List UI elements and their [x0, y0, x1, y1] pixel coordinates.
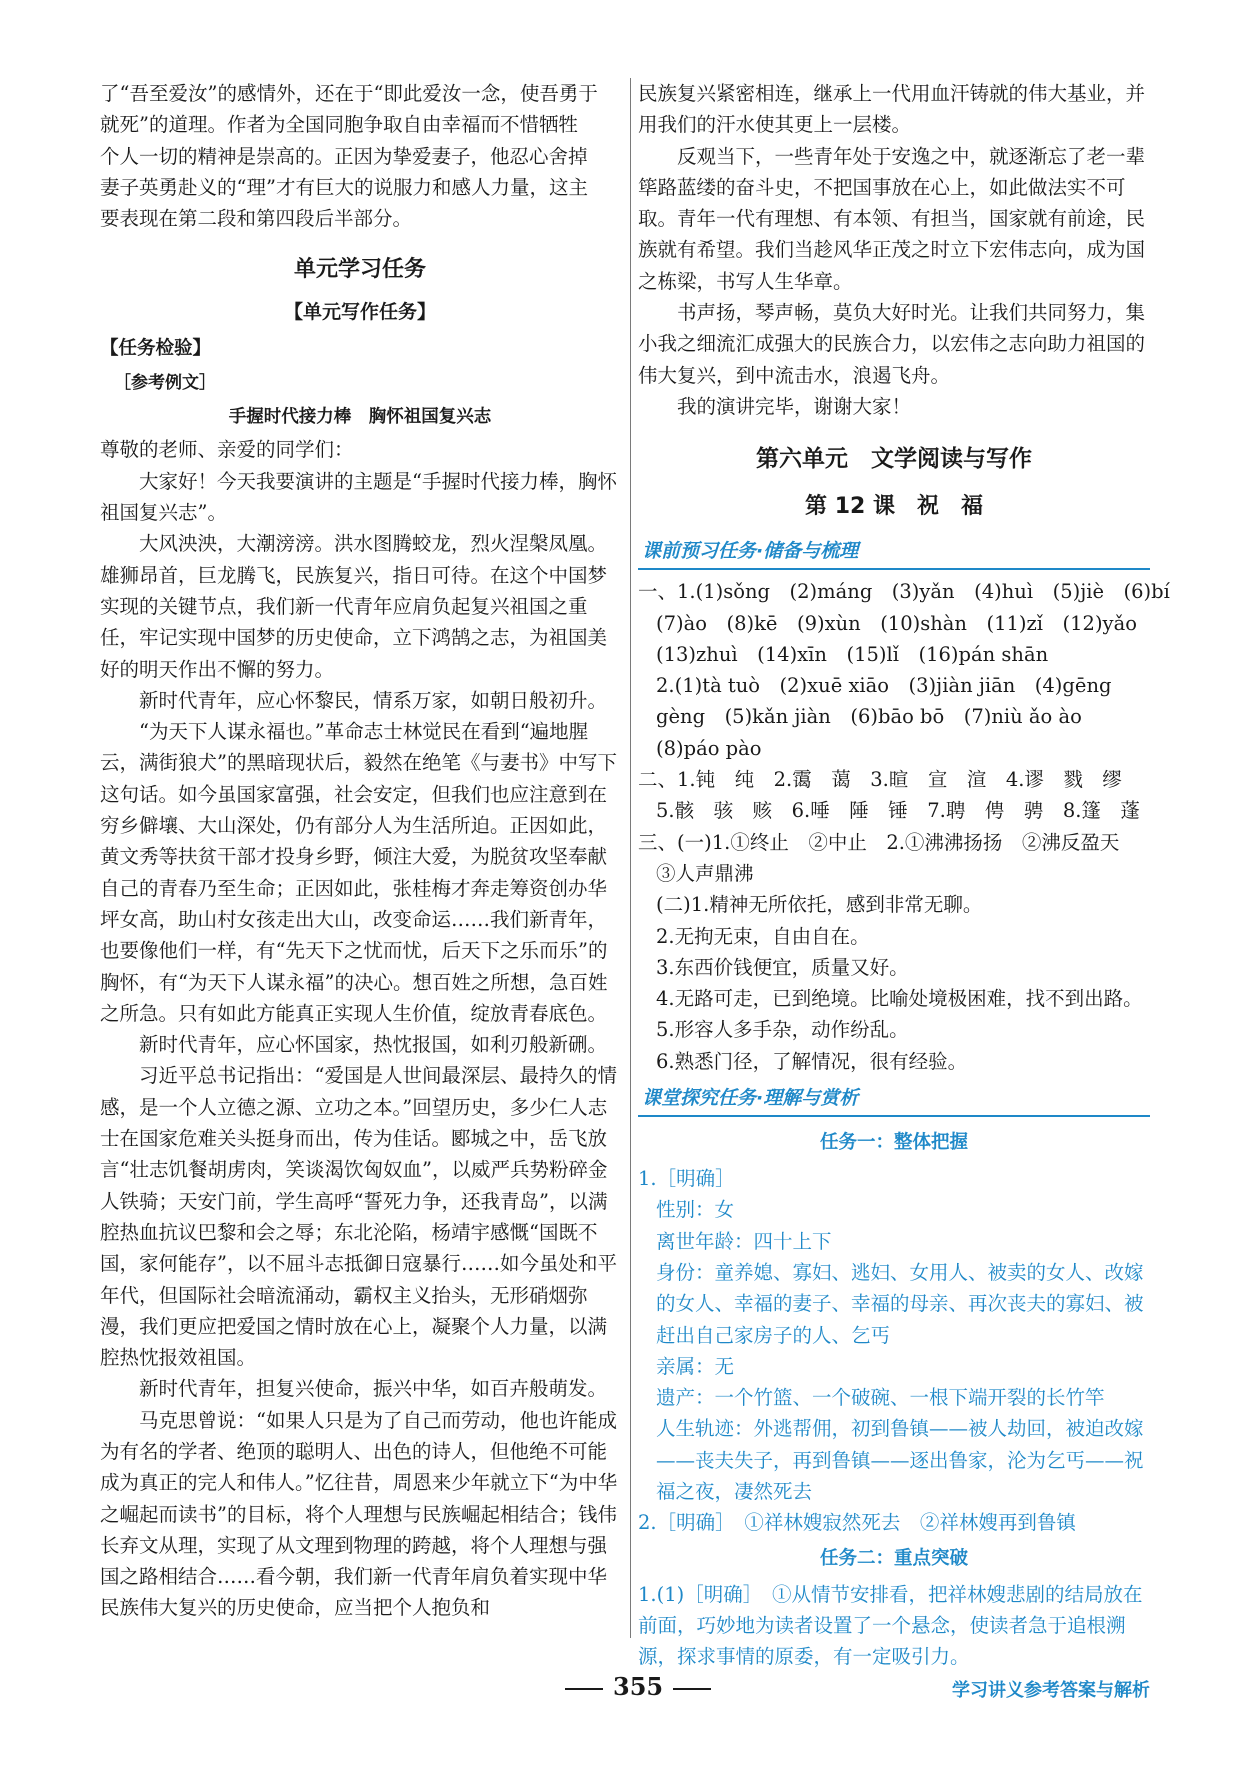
intro-text	[100, 78, 620, 234]
class-task-banner: 课堂探究任务·理解与赏析	[638, 1081, 1150, 1117]
essay-paragraph: 习近平总书记指出：“爱国是人世间最深层、最持久的情感，是一个人立德之源、立功之本。”回望历史，多少仁人志士在国家危难关头挺身而出，传为佳话。郾城之中，岳飞放言“壮志饥餐胡虏肉，笑谈渴饮匈奴血”，以威严兵势粉碎金人铁骑；天安门前，学生高呼“誓死力争，还我青岛”，以满腔热血抗议巴黎和会之辱；东北沦陷，杨靖宇感慨“国既不国，家何能存”，以不屈斗志抵御日寇暴行……如今虽处和平年代，但国际社会暗流涌动，霸权主义抬头，无形硝烟弥漫，我们更应把爱国之情时放在心上，凝聚个人力量，以满腔热忱报效祖国。	[100, 1064, 617, 1370]
answer-line: (二)1.精神无所依托，感到非常无聊。	[656, 893, 983, 917]
answer-line: 亲属：无	[656, 1354, 735, 1378]
essay-title: 手握时代接力棒 胸怀祖国复兴志	[228, 407, 492, 428]
right-column	[638, 78, 1170, 1672]
essay-paragraph: 民族复兴紧密相连，继承上一代用血汗铸就的伟大基业，并用我们的汗水使其更上一层楼。	[638, 82, 1146, 137]
answer-line: 2.无拘无束，自由自在。	[656, 924, 870, 948]
essay-paragraph: 新时代青年，应心怀国家，热忱报国，如利刃般新硎。	[139, 1033, 608, 1057]
answer-line: (7)ào (8)kē (9)xùn (10)shàn (11)zǐ (12)yǎo	[656, 611, 1137, 635]
sub-title: 【单元写作任务】	[283, 301, 436, 324]
answer-line: 二、1.钝 纯 2.霭 蔼 3.暄 宣 渲 4.谬 戮 缪	[638, 768, 1122, 792]
reference-label: ［参考例文］	[114, 373, 216, 394]
task-one-label: 1.［明确］	[638, 1167, 735, 1191]
answer-line: 遗产：一个竹篮、一个破碗、一根下端开裂的长竹竿	[656, 1386, 1105, 1410]
task-label: 【任务检验】	[100, 338, 212, 360]
essay-paragraph: 反观当下，一些青年处于安逸之中，就逐渐忘了老一辈筚路蓝缕的奋斗史，不把国事放在心上，如此做法实不可取。青年一代有理想、有本领、有担当，国家就有前途，民族就有希望。我们当趁风华正茂之时立下宏伟志向，成为国之栋梁，书写人生华章。	[638, 144, 1146, 293]
essay-paragraph: 马克思曾说：“如果人只是为了自己而劳动，他也许能成为有名的学者、绝顶的聪明人、出色的诗人，但他绝不可能成为真正的完人和伟人。”忆往昔，周恩来少年就立下“为中华之崛起而读书”的目标，将个人理想与民族崛起相结合；钱伟长弃文从理，实现了从文理到物理的跨越，将个人理想与强国之路相结合……看今朝，我们新一代青年肩负着实现中华民族伟大复兴的历史使命，应当把个人抱负和	[100, 1408, 618, 1620]
section-title: 单元学习任务	[293, 257, 426, 283]
task-two-title: 任务二：重点突破	[819, 1547, 968, 1569]
answer-line: (13)zhuì (14)xīn (15)lǐ (16)pán shān	[656, 642, 1049, 666]
answer-line: 身份：童养媳、寡妇、逃妇、女用人、被卖的女人、改嫁的女人、幸福的妻子、幸福的母亲、再次丧夫的寡妇、被赶出自己家房子的人、乞丐	[656, 1260, 1144, 1347]
answer-line: 5.形容人多手杂，动作纷乱。	[656, 1018, 909, 1042]
answer-line: 4.无路可走，已到绝境。比喻处境极困难，找不到出路。	[656, 987, 1143, 1011]
answer-line: (8)páo pào	[656, 736, 762, 760]
essay-paragraph: 新时代青年，应心怀黎民，情系万家，如朝日般初升。	[139, 688, 608, 712]
intro-line: 了“吾至爱汝”的感情外，还在于“即此爱汝一念，使吾勇于	[100, 82, 598, 105]
answer-line: gèng (5)kǎn jiàn (6)bāo bō (7)niù ǎo ào	[656, 705, 1082, 729]
answer-line: 6.熟悉门径，了解情况，很有经验。	[656, 1049, 968, 1073]
answer-line: 离世年龄：四十上下	[656, 1229, 832, 1253]
column-divider	[630, 78, 631, 1638]
task-one-answers	[638, 1194, 1150, 1507]
lesson-title: 第 12 课 祝 福	[805, 494, 983, 520]
essay-paragraph: 书声扬，琴声畅，莫负大好时光。让我们共同努力，集小我之细流汇成强大的民族合力，以宏伟之志向助力祖国的伟大复兴，到中流击水，浪遏飞舟。	[638, 301, 1146, 387]
page-number	[555, 1672, 721, 1701]
intro-line: 个人一切的精神是崇高的。正因为挚爱妻子，他忍心舍掉	[100, 144, 588, 168]
preview-answers	[638, 576, 1170, 1077]
essay-paragraph: “为天下人谋永福也。”革命志士林觉民在看到“遍地腥云，满街狼犬”的黑暗现状后，毅然在绝笔《与妻书》中写下这句话。如今虽国家富强，社会安定，但我们也应注意到在穷乡僻壤、大山深处，仍有部分人为生活所迫。正因如此，黄文秀等扶贫干部才投身乡野，倾注大爱，为脱贫攻坚奉献自己的青春乃至生命；正因如此，张桂梅才奔走筹资创办华坪女高，助山村女孩走出大山，改变命运……我们新青年，也要像他们一样，有“先天下之忧而忧，后天下之乐而乐”的胸怀，有“为天下人谋永福”的决心。想百姓之所想，急百姓之所急。只有如此方能真正实现人生价值，绽放青春底色。	[100, 720, 617, 1025]
task-one-item-two: 2.［明确］ ①祥林嫂寂然死去 ②祥林嫂再到鲁镇	[638, 1511, 1076, 1535]
task-two-item-one: 1.(1)［明确］ ①从情节安排看，把祥林嫂悲剧的结局放在前面，巧妙地为读者设置了一个悬念，使读者急于追根溯源，探求事情的原委，有一定吸引力。	[638, 1582, 1143, 1669]
task-one-title: 任务一：整体把握	[819, 1132, 968, 1154]
answer-line: 一、1.(1)sǒng (2)máng (3)yǎn (4)huì (5)jiè (6)bí	[638, 580, 1170, 604]
unit-title: 第六单元 文学阅读与写作	[756, 446, 1032, 473]
answer-line: 三、(一)1.①终止 ②中止 2.①沸沸扬扬 ②沸反盈天	[638, 830, 1120, 854]
essay-paragraph: 我的演讲完毕，谢谢大家！	[677, 394, 912, 418]
answer-line: 性别：女	[656, 1198, 735, 1222]
footer-caption: 学习讲义参考答案与解析	[952, 1680, 1150, 1701]
intro-line: 妻子英勇赴义的“理”才有巨大的说服力和感人力量，这主	[100, 175, 588, 199]
answer-line: 人生轨迹：外逃帮佣，初到鲁镇——被人劫回，被迫改嫁——丧夫失子，再到鲁镇——逐出鲁家，沦为乞丐——祝福之夜，凄然死去	[656, 1417, 1144, 1503]
answer-line: ③人声鼎沸	[656, 861, 754, 885]
essay-paragraph: 新时代青年，担复兴使命，振兴中华，如百卉般萌发。	[139, 1377, 608, 1401]
answer-line: 2.(1)tà tuò (2)xuē xiāo (3)jiàn jiān (4)gēng	[656, 674, 1112, 698]
answer-line: 5.骸 骇 赅 6.唾 陲 锤 7.聘 俜 骋 8.篷 蓬	[656, 799, 1140, 823]
essay-paragraph: 大家好！今天我要演讲的主题是“手握时代接力棒，胸怀祖国复兴志”。	[100, 469, 617, 525]
essay-paragraph: 大风泱泱，大潮滂滂。洪水图腾蛟龙，烈火涅槃凤凰。雄狮昂首，巨龙腾飞，民族复兴，指日可待。在这个中国梦实现的关键节点，我们新一代青年应肩负起复兴祖国之重任，牢记实现中国梦的历史使命，立下鸿鹄之志，为祖国美好的明天作出不懈的努力。	[100, 532, 608, 681]
left-column	[100, 78, 620, 1624]
intro-line: 要表现在第二段和第四段后半部分。	[100, 207, 413, 231]
essay-greeting: 尊敬的老师、亲爱的同学们：	[100, 438, 354, 462]
preview-task-banner: 课前预习任务·储备与梳理	[638, 534, 1150, 570]
page-footer	[0, 1672, 1250, 1712]
intro-line: 就死”的道理。作者为全国同胞争取自由幸福而不惜牺牲	[100, 113, 578, 137]
page-number-value: 355	[613, 1672, 664, 1701]
answer-line: 3.东西价钱便宜，质量又好。	[656, 955, 909, 979]
